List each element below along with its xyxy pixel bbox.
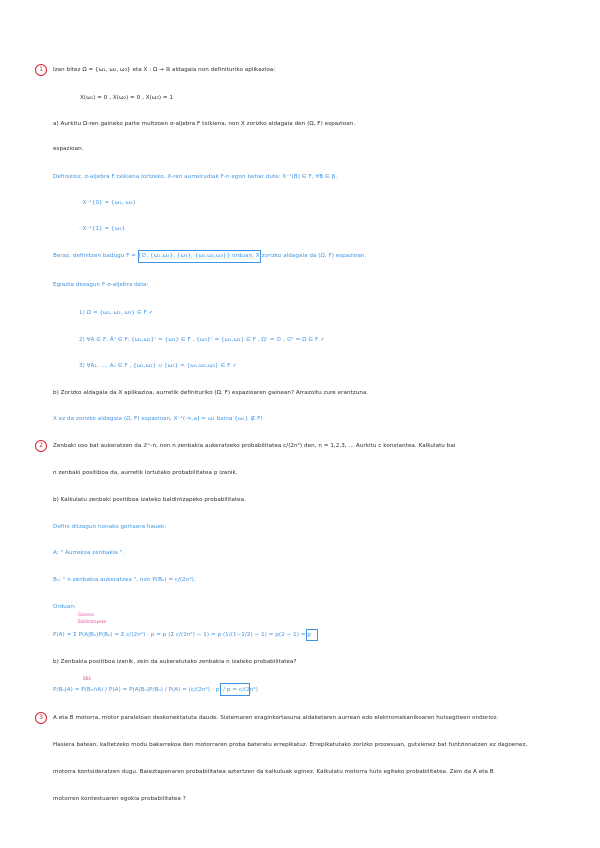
problem-1-preimage-1: · X⁻¹{1} = {ω₃} [79, 226, 126, 232]
problem-3-statement-cont: Hasiera batean, kaltetzeko modu bakarrekoa den motorraren proba bateratu errepikatuz. Errepikatutako zorizko prozesuan, gutxienez bat funtzionatzen ez dagoenez, [53, 742, 528, 748]
problem-3-question: motorren kontestuaren egokia probabilitatea ? [53, 796, 186, 802]
result-box [220, 683, 250, 696]
formula-label: BBE [83, 676, 92, 681]
problem-1-check-intro: Egiazta dezagun F σ-aljebra dela: [53, 282, 149, 288]
problem-1-check-2: 2) ∀A ∈ F, Āᶜ ∈ F: {ω₁,ω₂}ᶜ = {ω₃} ∈ F , {ω₃}ᶜ = {ω₁,ω₂} ∈ F , Ωᶜ = ∅ , ∅ᶜ = Ω ∈ F ✓ [79, 337, 325, 343]
problem-2-statement: Zenbaki oso bat aukeratzen da ℤ⁺-n, non n zenbakia aukeratzeko probabilitatea c/(2n²) den, n = 1,2,3, … Aurkitu c konstantea. Kalkulatu bai [53, 443, 456, 449]
problem-1-part-a: a) Aurkitu Ω-ren gaineko parte multzoen σ-aljebra F txikiena, non X zorizko aldagaia den (Ω, F) espazioan. [53, 121, 356, 127]
problem-2-orduan: Orduan: [53, 604, 76, 610]
problem-1-part-b: b) Zorizko aldagaia da X aplikazioa, aurretik definituriko (Ω, F) espazioaren gainean? Arrazoitu zure erantzuna. [53, 390, 369, 396]
annotation-label: Baldintzapeko [78, 619, 107, 624]
problem-number-badge: 2 [35, 440, 47, 452]
problem-1-check-3: 3) ∀A₁, …, Aₙ ∈ F , {ω₁,ω₂} ∪ {ω₃} = {ω₁,ω₂,ω₃} ∈ F ✓ [79, 363, 238, 369]
problem-1-statement: Izan bitez Ω = {ω₁, ω₂, ω₃} eta X : Ω → ℝ aldagaia non definituriko aplikazioa: [53, 67, 276, 73]
problem-2-solution-intro: Defini ditzagun honako gertaera hauek: [53, 524, 167, 530]
annotation-label: Gainera [78, 612, 94, 617]
problem-1-part-b-answer: X ez da zorizko aldagaia (Ω, F) espazioan, X⁻¹(-∞,a] = ω₁ baina {ω₁} ∉ F! [53, 416, 263, 422]
problem-3-statement-cont: motorra kontsideratzen dugu. Baieztapenaren probabilitatea aztertzen da kalkuluak eginez. Kalkulatu motorra huts egiteko probabilitatea. Zein da A eta B [53, 769, 494, 775]
problem-3-statement: A eta B motorra, motor paraleloan deskonektatuta daude. Sistemaren eraginkortasuna aldaketaren aurrean edo elektromekanikoaren hutsegiteen ondorioz. [53, 715, 499, 721]
problem-2-part-b-question: b) Kalkulatu zenbaki positiboa izateko baldintzapeko probabilitatea. [53, 497, 246, 503]
problem-1-check-1: 1) Ω = {ω₁, ω₂, ω₃} ∈ F ✓ [79, 310, 154, 316]
problem-2-statement-cont: n zenbaki positiboa da, aurretik lortutako probabilitatea p izanik. [53, 470, 238, 476]
problem-2-event-bn: Bₙ: " n zenbakia aukeratzea ", non P(Bₙ) = c/(2n²). [53, 577, 196, 583]
problem-1-sigma-algebra: Beraz, definitzen badugu F = {∅, {ω₁,ω₂}, {ω₃}, {ω₁,ω₂,ω₃}} orduan, X zorizko aldagaia da (Ω, F) espazioan. [53, 253, 367, 259]
problem-1-definition: X(ω₁) = 0 , X(ω₂) = 0 , X(ω₃) = 1 [80, 95, 174, 101]
problem-number-badge: 1 [35, 64, 47, 76]
problem-2-total-probability: P(A) = Σ P(A|Bₙ)P(Bₙ) = Σ c/(2n²) · p = p (Σ c/(2n²) − 1) = p (1/(1−1/2) − 1) = p(2 − 1) = p [53, 632, 311, 638]
result-box [306, 629, 318, 641]
problem-number-badge: 3 [35, 712, 47, 724]
problem-2-event-a: A: " Aurrekoa zenbakia ". [53, 550, 125, 556]
problem-2-part-b: b) Zenbakia positiboa izanik, zein da aukeratutako zenbakia n izateko probabilitatea? [53, 659, 297, 665]
problem-1-part-a-cont: espazioan. [53, 146, 84, 152]
problem-2-bayes-formula: P(Bₙ|A) = P(Bₙ∩A) / P(A) = P(A|Bₙ)P(Bₙ) / P(A) = (c/(2n²) · p) / p = c/(2n²) [53, 687, 258, 693]
problem-1-solution-intro: Definizioz, σ-aljebra F txikiena lortzeko, X-ren aurreirudiak F-n egon behar dute: X⁻¹(B) ∈ F, ∀B ∈ β. [53, 174, 338, 180]
problem-1-preimage-0: · X⁻¹{0} = {ω₁, ω₂} [79, 200, 136, 206]
